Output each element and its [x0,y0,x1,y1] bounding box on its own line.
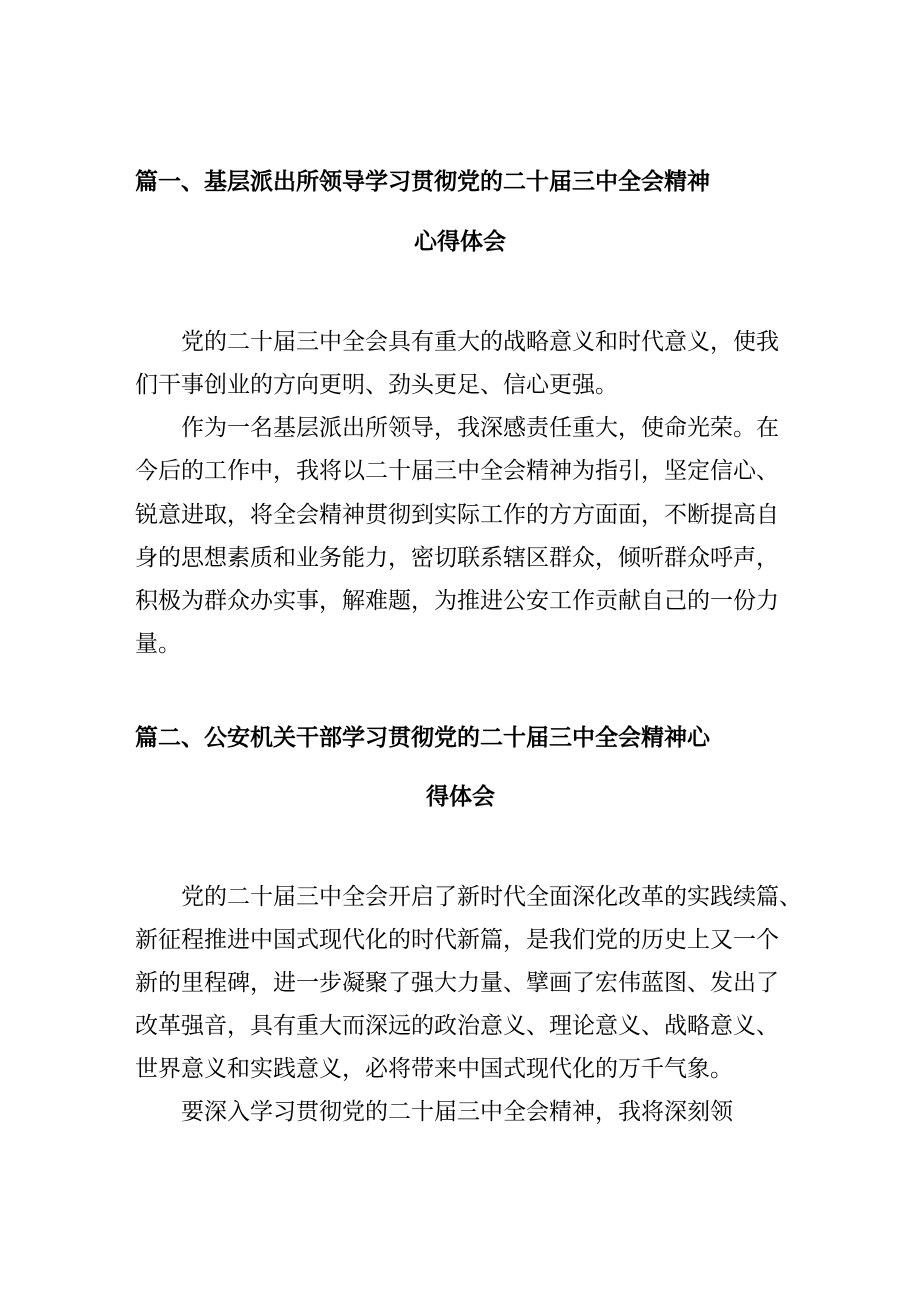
section2-paragraph-line: 党的二十届三中全会开启了新时代全面深化改革的实践续篇、 [135,884,802,910]
section1-paragraph-line: 身的思想素质和业务能力，密切联系辖区群众，倾听群众呼声， [135,545,779,571]
section2-paragraph-line: 新征程推进中国式现代化的时代新篇，是我们党的历史上又一个 [135,927,779,953]
section2-paragraph-line: 世界意义和实践意义，必将带来中国式现代化的万千气象。 [135,1056,733,1082]
section2-paragraph-line: 新的里程碑，进一步凝聚了强大力量、擘画了宏伟蓝图、发出了 [135,970,779,996]
section1-title-line1: 篇一、基层派出所领导学习贯彻党的二十届三中全会精神 [135,169,710,195]
section1-paragraph-line: 们干事创业的方向更明、劲头更足、信心更强。 [135,372,618,398]
section2-paragraph-line: 要深入学习贯彻党的二十届三中全会精神，我将深刻领 [135,1099,733,1125]
section1-paragraph-line: 积极为群众办实事，解难题，为推进公安工作贡献自己的一份力 [135,588,779,614]
section1-title-line2: 心得体会 [414,229,506,255]
section1-paragraph-line: 锐意进取，将全会精神贯彻到实际工作的方方面面，不断提高自 [135,502,779,528]
section1-paragraph-line: 党的二十届三中全会具有重大的战略意义和时代意义，使我 [135,329,779,355]
section2-title-line2: 得体会 [426,784,495,810]
section1-paragraph-line: 作为一名基层派出所领导，我深感责任重大，使命光荣。在 [135,415,779,441]
section1-paragraph-line: 量。 [135,631,181,657]
section2-paragraph-line: 改革强音，具有重大而深远的政治意义、理论意义、战略意义、 [135,1013,779,1039]
section1-paragraph-line: 今后的工作中，我将以二十届三中全会精神为指引，坚定信心、 [135,458,779,484]
section2-title-line1: 篇二、公安机关干部学习贯彻党的二十届三中全会精神心 [135,725,710,751]
